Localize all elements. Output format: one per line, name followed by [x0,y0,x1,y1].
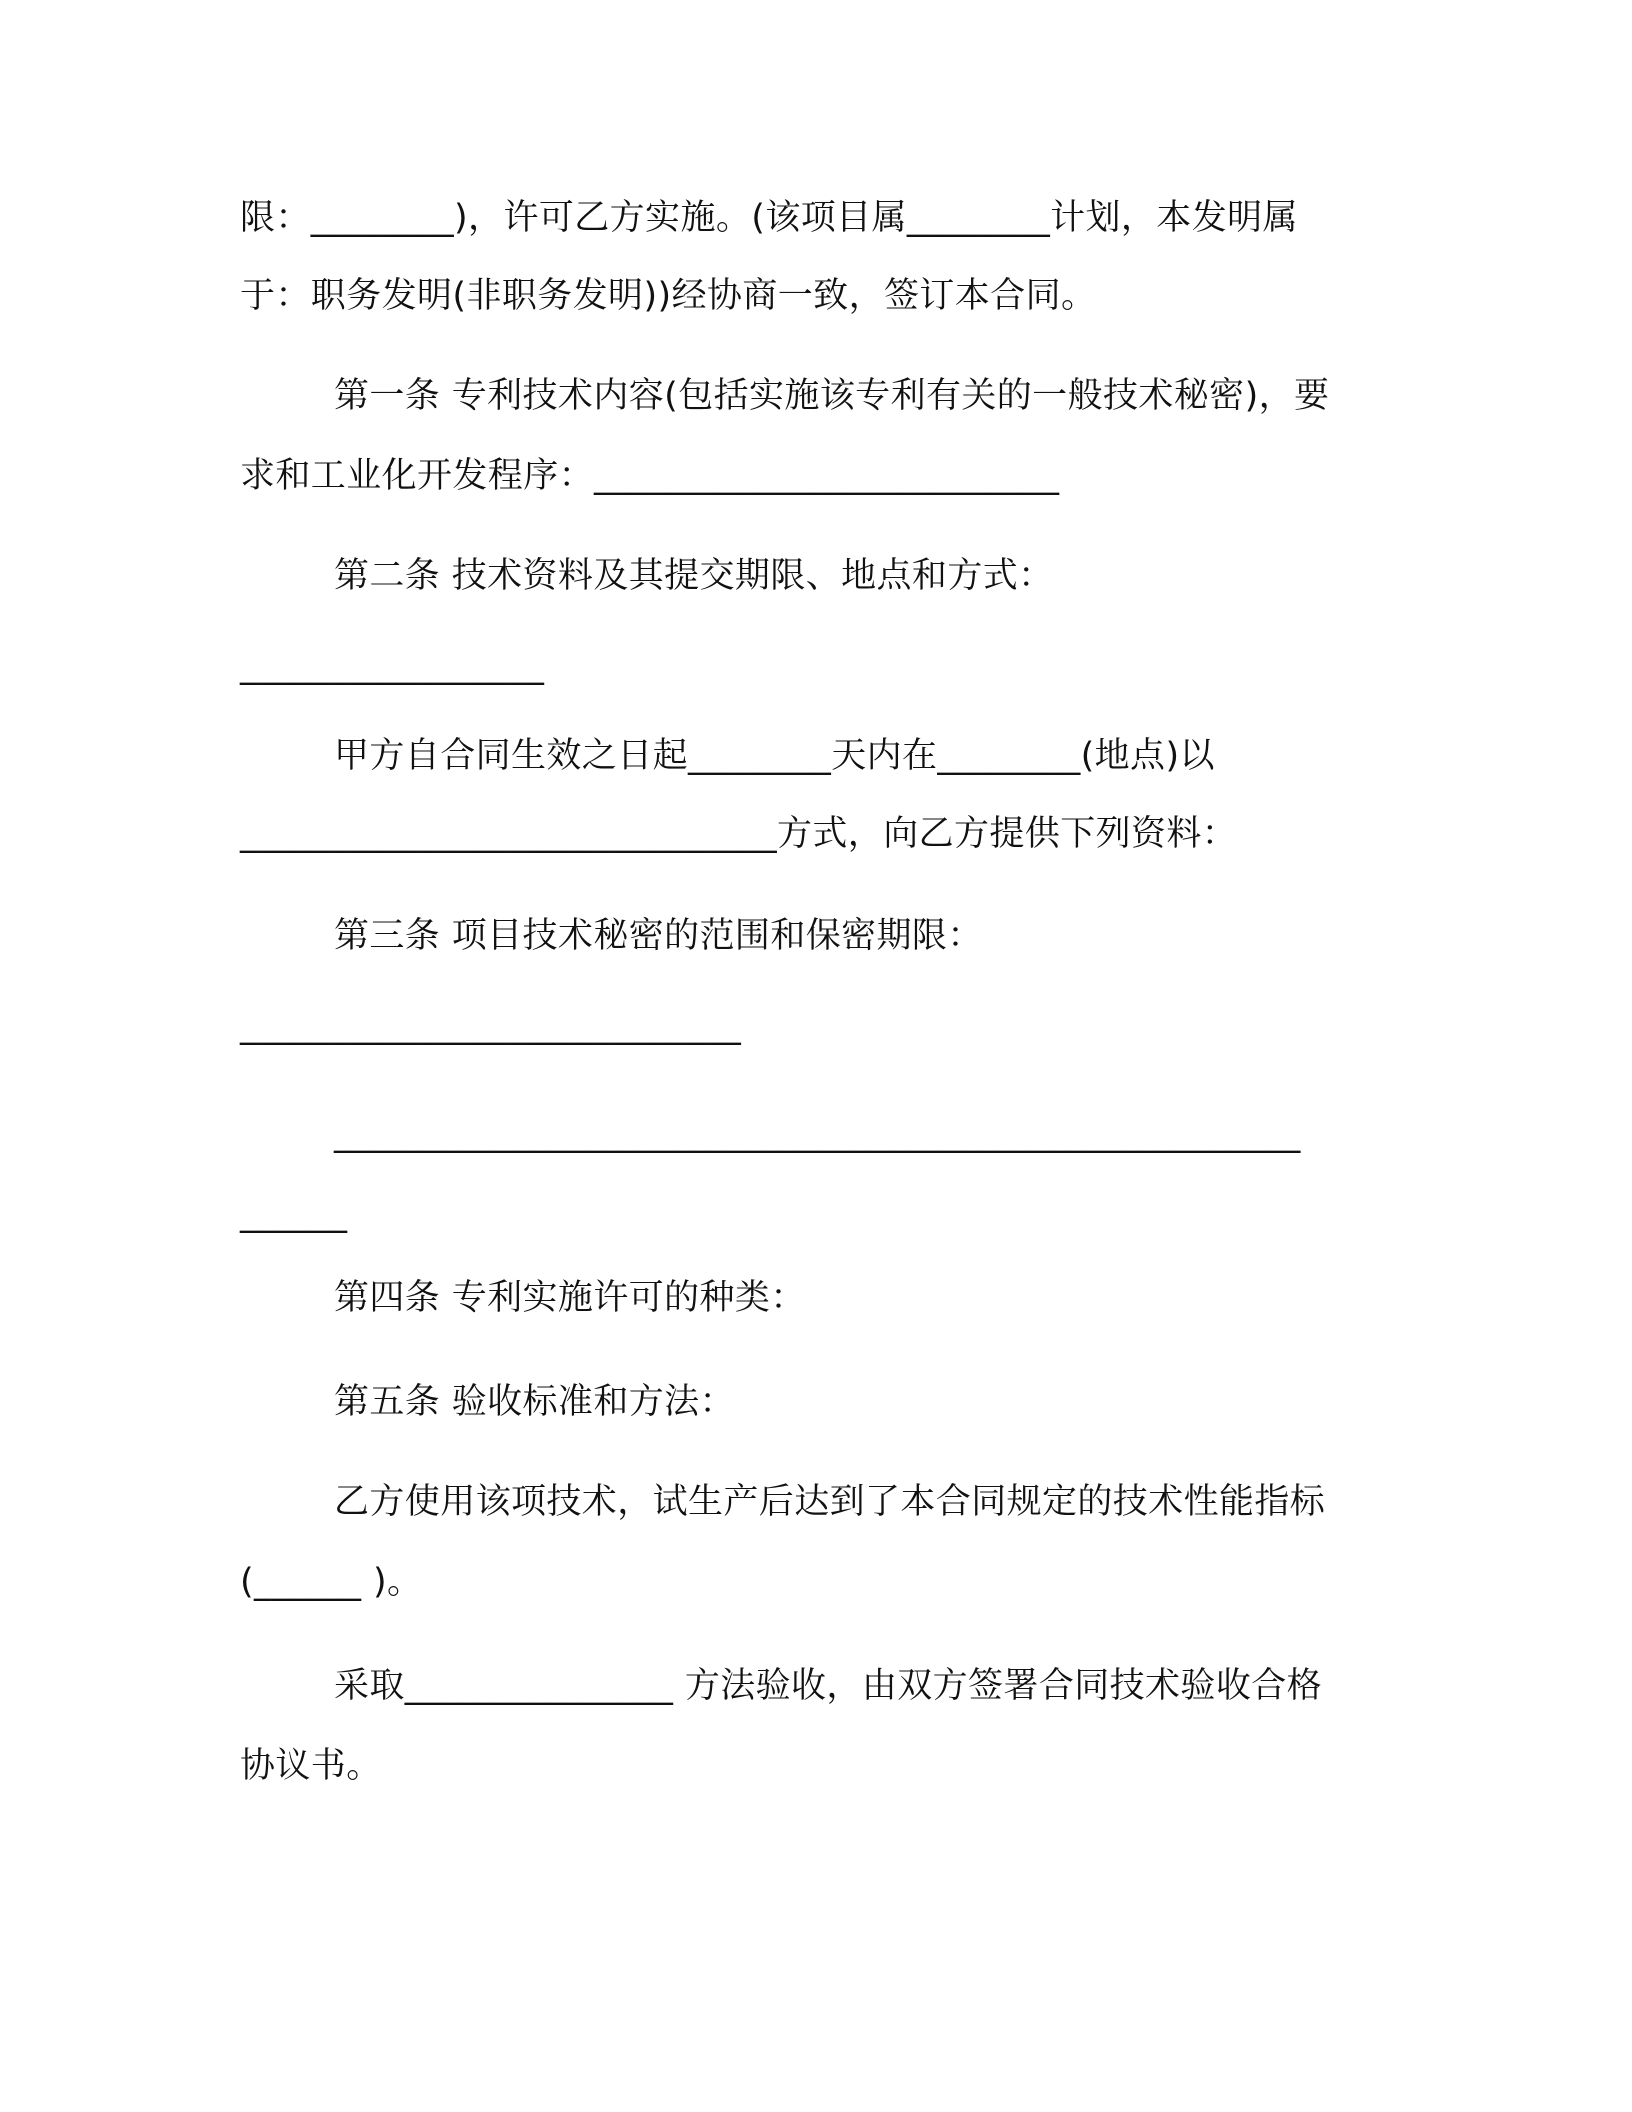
blank-line-3: ______________________________________________________ [334,1114,1301,1154]
acceptance-clause-line-1: 乙方使用该项技术，试生产后达到了本合同规定的技术性能指标 [334,1482,1326,1522]
article-2-heading: 第二条 技术资料及其提交期限、地点和方式： [334,556,1054,596]
acceptance-method-line-1: 采取_______________ 方法验收，由双方签署合同技术验收合格 [334,1666,1323,1706]
article-1-heading: 第一条 专利技术内容(包括实施该专利有关的一般技术秘密)，要 [334,376,1330,416]
acceptance-clause-line-2: (______ )。 [240,1562,423,1602]
blank-line-2: ____________________________ [240,1006,742,1046]
text-line-1: 限：________)，许可乙方实施。(该项目属________计划，本发明属 [240,198,1298,238]
blank-line-1: _________________ [240,646,545,686]
acceptance-method-line-2: 协议书。 [240,1746,382,1786]
article-3-heading: 第三条 项目技术秘密的范围和保密期限： [334,916,983,956]
article-4-heading: 第四条 专利实施许可的种类： [334,1278,806,1318]
delivery-clause-line-2: ______________________________方式，向乙方提供下列资料： [240,814,1238,854]
article-5-heading: 第五条 验收标准和方法： [334,1382,735,1422]
article-1-continuation: 求和工业化开发程序：__________________________ [240,456,1060,496]
blank-line-4: ______ [240,1194,348,1234]
text-line-2: 于：职务发明(非职务发明))经协商一致，签订本合同。 [240,276,1097,316]
delivery-clause-line-1: 甲方自合同生效之日起________天内在________(地点)以 [334,736,1215,776]
